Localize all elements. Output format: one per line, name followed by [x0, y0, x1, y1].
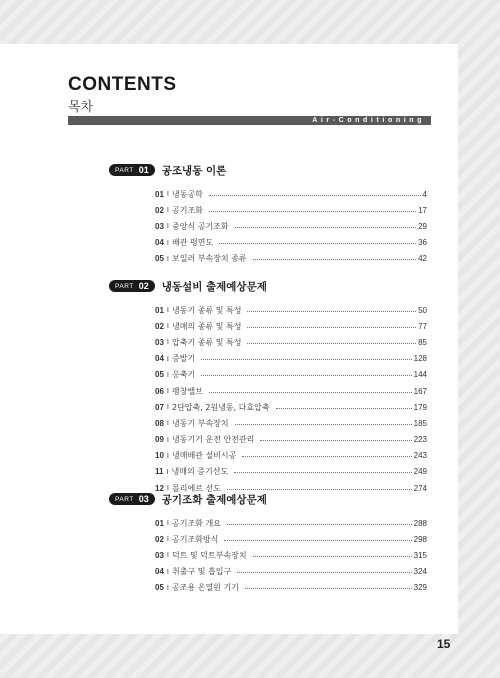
chapter-number: 05 [155, 254, 164, 264]
chapter-separator: I [166, 551, 169, 560]
chapter-list [155, 302, 427, 496]
chapter-number: 01 [155, 305, 164, 315]
leader-dots [224, 540, 411, 541]
chapter-title: 공기조화방식 [171, 534, 219, 544]
part-badge-label: PART [115, 166, 134, 174]
leader-dots [237, 572, 411, 573]
chapter-title: 덕트 및 덕트부속장치 [171, 550, 247, 560]
chapter-title: 보일러 부속장치 종류 [171, 254, 247, 264]
chapter-separator: I [166, 451, 169, 460]
chapter-page: 223 [413, 435, 427, 445]
chapter-page: 50 [418, 305, 427, 315]
chapter-page: 4 [422, 189, 427, 199]
chapter-title: 압축기 종류 및 특성 [171, 337, 242, 347]
band-label: Air-Conditioning [312, 117, 425, 124]
chapter-separator: I [166, 206, 169, 215]
toc-entry[interactable] [155, 547, 427, 563]
chapter-title: 냉동기기 운전 안전관리 [171, 435, 255, 445]
chapter-list [155, 515, 427, 596]
page-number: 15 [437, 637, 451, 651]
chapter-separator: I [166, 535, 169, 544]
toc-entry[interactable] [155, 515, 427, 531]
chapter-separator: I [166, 238, 169, 247]
chapter-separator: I [166, 190, 169, 199]
leader-dots [201, 359, 411, 360]
chapter-title: 증발기 [171, 354, 196, 364]
leader-dots [253, 259, 416, 260]
part-badge-label: PART [115, 495, 134, 503]
leader-dots [235, 227, 416, 228]
chapter-page: 243 [413, 451, 427, 461]
chapter-title: 중앙식 공기조화 [171, 221, 229, 231]
toc-entry[interactable] [155, 367, 427, 383]
leader-dots [247, 311, 416, 312]
part-01-section [109, 162, 427, 267]
chapter-page: 85 [418, 337, 427, 347]
toc-entry[interactable] [155, 318, 427, 334]
part-header [109, 491, 427, 507]
chapter-separator: I [166, 387, 169, 396]
toc-entry[interactable] [155, 432, 427, 448]
toc-entry[interactable] [155, 580, 427, 596]
leader-dots [245, 588, 412, 589]
part-badge-label: PART [115, 282, 134, 290]
chapter-title: 배관 평면도 [171, 238, 214, 248]
chapter-number: 03 [155, 337, 164, 347]
chapter-number: 06 [155, 386, 164, 396]
leader-dots [235, 424, 412, 425]
toc-entry[interactable] [155, 448, 427, 464]
chapter-number: 04 [155, 567, 164, 577]
chapter-number: 12 [155, 483, 164, 493]
chapter-number: 03 [155, 221, 164, 231]
toc-entry[interactable] [155, 383, 427, 399]
chapter-page: 179 [413, 402, 427, 412]
chapter-title: 냉매의 증기선도 [171, 467, 229, 477]
leader-dots [276, 408, 412, 409]
chapter-separator: I [166, 370, 169, 379]
toc-entry[interactable] [155, 251, 427, 267]
chapter-page: 17 [418, 205, 427, 215]
leader-dots [201, 375, 411, 376]
part-header [109, 162, 427, 178]
leader-dots [219, 243, 416, 244]
chapter-list [155, 186, 427, 267]
chapter-separator: I [166, 467, 169, 476]
leader-dots [209, 195, 421, 196]
part-title: 공조냉동 이론 [161, 164, 227, 177]
chapter-title: 냉동기 부속장치 [171, 418, 229, 428]
leader-dots [247, 343, 416, 344]
chapter-number: 08 [155, 418, 164, 428]
chapter-page: 128 [413, 354, 427, 364]
chapter-title: 냉동기 종류 및 특성 [171, 305, 242, 315]
part-badge [109, 280, 155, 292]
part-badge-number: 03 [138, 494, 149, 504]
leader-dots [227, 524, 412, 525]
chapter-number: 02 [155, 321, 164, 331]
toc-entry[interactable] [155, 218, 427, 234]
chapter-number: 09 [155, 435, 164, 445]
leader-dots [242, 456, 411, 457]
part-title: 공기조화 출제예상문제 [161, 493, 267, 506]
chapter-page: 167 [413, 386, 427, 396]
toc-entry[interactable] [155, 186, 427, 202]
chapter-separator: I [166, 519, 169, 528]
chapter-separator: I [166, 567, 169, 576]
chapter-number: 02 [155, 205, 164, 215]
chapter-page: 36 [418, 238, 427, 248]
chapter-title: 냉매배관 설비시공 [171, 451, 237, 461]
chapter-page: 77 [418, 321, 427, 331]
chapter-title: 냉매의 종류 및 특성 [171, 321, 242, 331]
chapter-separator: I [166, 322, 169, 331]
chapter-page: 274 [413, 483, 427, 493]
chapter-number: 01 [155, 189, 164, 199]
leader-dots [234, 472, 411, 473]
toc-entry[interactable] [155, 334, 427, 350]
chapter-separator: I [166, 254, 169, 263]
chapter-number: 05 [155, 583, 164, 593]
chapter-separator: I [166, 419, 169, 428]
leader-dots [260, 440, 411, 441]
chapter-page: 324 [413, 567, 427, 577]
chapter-page: 29 [418, 221, 427, 231]
chapter-page: 315 [413, 550, 427, 560]
chapter-separator: I [166, 354, 169, 363]
part-02-section [109, 278, 427, 496]
header-band [68, 116, 431, 125]
chapter-number: 05 [155, 370, 164, 380]
part-badge [109, 164, 155, 176]
part-badge-number: 02 [138, 281, 149, 291]
chapter-number: 04 [155, 354, 164, 364]
chapter-number: 10 [155, 451, 164, 461]
chapter-number: 02 [155, 534, 164, 544]
book-page [0, 44, 458, 634]
contents-subheading: 목차 [68, 100, 94, 115]
chapter-page: 42 [418, 254, 427, 264]
leader-dots [227, 489, 412, 490]
toc-entry[interactable] [155, 202, 427, 218]
toc-entry[interactable] [155, 415, 427, 431]
chapter-separator: I [166, 583, 169, 592]
toc-entry[interactable] [155, 351, 427, 367]
chapter-separator: I [166, 484, 169, 493]
chapter-title: 몰리에르 선도 [171, 483, 221, 493]
chapter-number: 07 [155, 402, 164, 412]
toc-entry[interactable] [155, 235, 427, 251]
part-badge-number: 01 [138, 165, 149, 175]
leader-dots [209, 392, 412, 393]
chapter-separator: I [166, 222, 169, 231]
chapter-page: 185 [413, 418, 427, 428]
chapter-page: 298 [413, 534, 427, 544]
toc-entry[interactable] [155, 302, 427, 318]
chapter-title: 팽창밸브 [171, 386, 203, 396]
leader-dots [247, 327, 416, 328]
chapter-page: 329 [413, 583, 427, 593]
chapter-title: 취출구 및 흡입구 [171, 567, 232, 577]
chapter-title: 냉동공학 [171, 189, 203, 199]
chapter-title: 2단압축, 2원냉동, 다효압축 [171, 402, 270, 412]
chapter-page: 249 [413, 467, 427, 477]
toc-entry[interactable] [155, 531, 427, 547]
chapter-title: 응축기 [171, 370, 196, 380]
chapter-title: 공기조화 [171, 205, 203, 215]
chapter-title: 공조용 온열원 기기 [171, 583, 239, 593]
leader-dots [253, 556, 412, 557]
chapter-number: 11 [155, 467, 164, 477]
part-header [109, 278, 427, 294]
chapter-number: 01 [155, 518, 164, 528]
toc-entry[interactable] [155, 464, 427, 480]
chapter-title: 공기조화 개요 [171, 518, 221, 528]
leader-dots [209, 211, 416, 212]
chapter-separator: I [166, 403, 169, 412]
chapter-number: 04 [155, 238, 164, 248]
part-badge [109, 493, 155, 505]
chapter-separator: I [166, 435, 169, 444]
part-03-section [109, 491, 427, 596]
contents-heading: CONTENTS [68, 74, 177, 95]
toc-entry[interactable] [155, 399, 427, 415]
chapter-page: 144 [413, 370, 427, 380]
chapter-page: 288 [413, 518, 427, 528]
chapter-separator: I [166, 306, 169, 315]
part-title: 냉동설비 출제예상문제 [161, 280, 267, 293]
toc-entry[interactable] [155, 564, 427, 580]
chapter-separator: I [166, 338, 169, 347]
chapter-number: 03 [155, 550, 164, 560]
